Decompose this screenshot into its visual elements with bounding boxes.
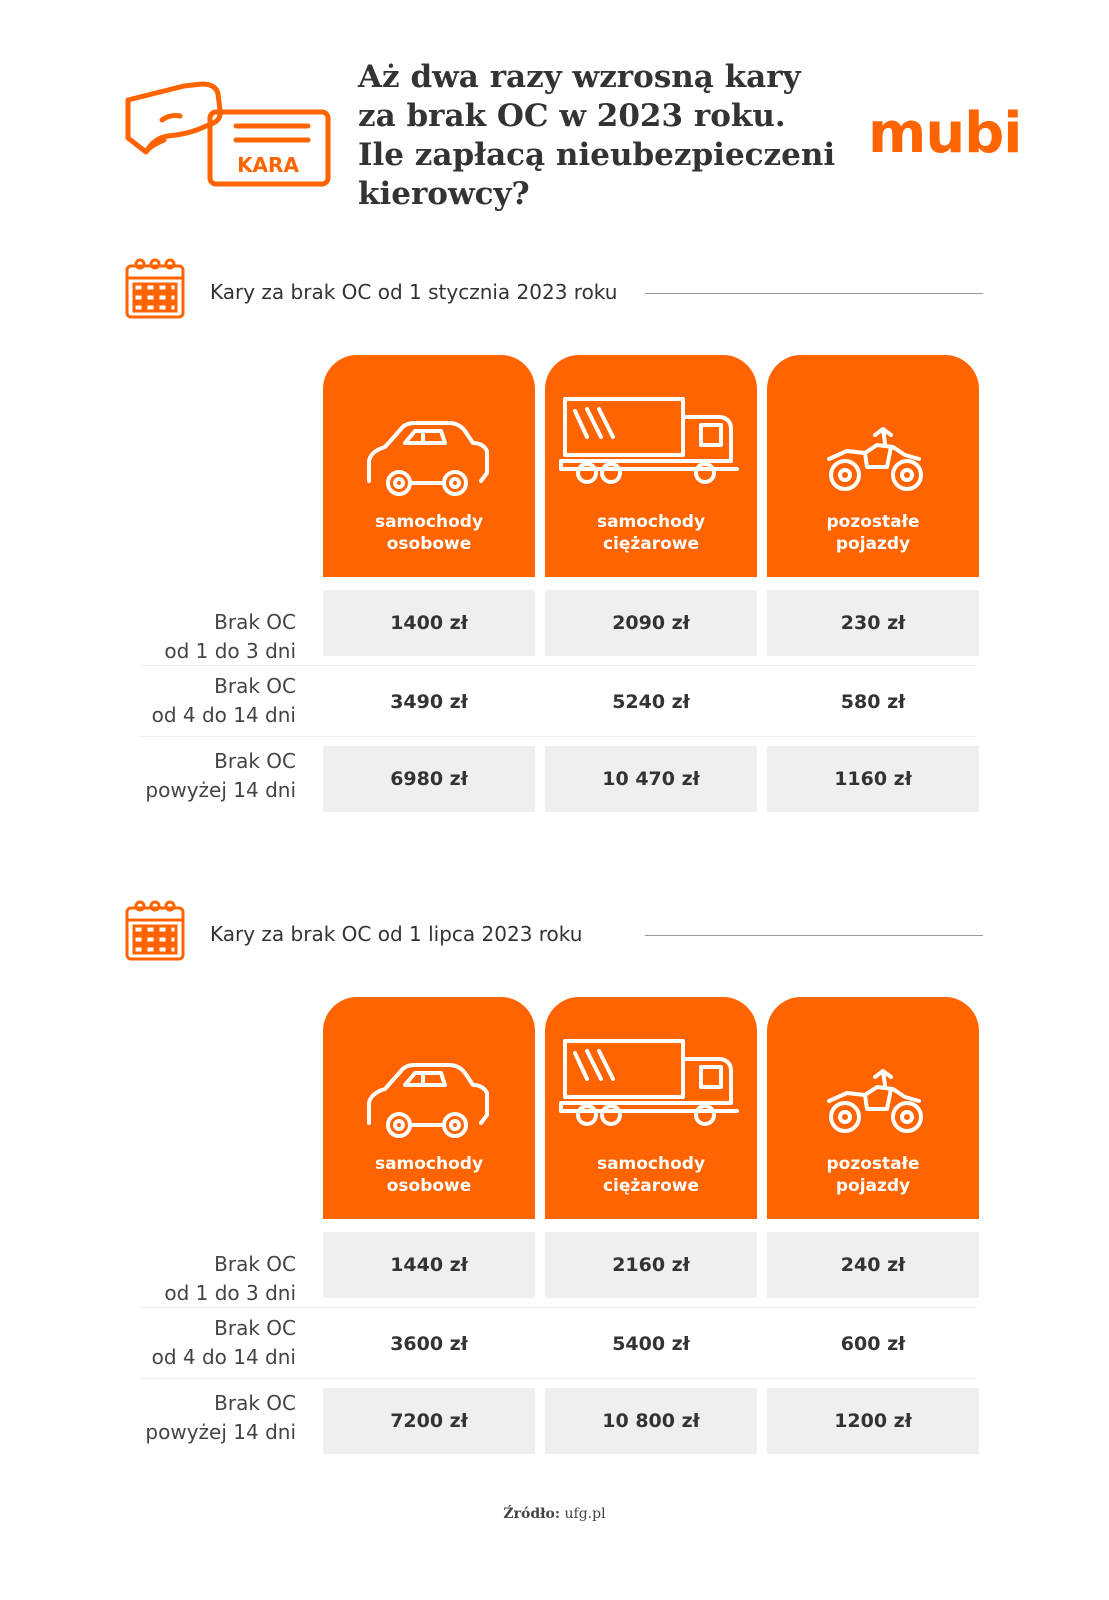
tile-label-line2: pojazdy (835, 534, 911, 554)
table-cell: 5240 zł (612, 691, 690, 713)
row-label: Brak OC od 1 do 3 dni (164, 610, 296, 663)
tile-label-line2: osobowe (386, 1176, 472, 1196)
vehicle-tile-car (323, 997, 535, 1219)
table-cell: 3490 zł (390, 691, 468, 713)
section-title: Kary za brak OC od 1 stycznia 2023 roku (210, 280, 618, 304)
calendar-icon (124, 898, 186, 962)
calendar-icon (124, 256, 186, 320)
tile-label-line2: pojazdy (835, 1176, 911, 1196)
row-divider (140, 736, 976, 737)
table-cell: 5400 zł (612, 1333, 690, 1355)
table-cell: 240 zł (767, 1232, 979, 1298)
car-icon (323, 389, 535, 499)
table-cell: 1440 zł (323, 1232, 535, 1298)
tile-label-line1: samochody (596, 512, 706, 532)
row-label: Brak OC powyżej 14 dni (145, 1391, 296, 1444)
row-divider (140, 1378, 976, 1379)
quad-bike-icon (767, 389, 979, 499)
row-label: Brak OC powyżej 14 dni (145, 749, 296, 802)
table-cell: 2160 zł (545, 1232, 757, 1298)
table-cell: 1160 zł (767, 746, 979, 812)
source-label: Źródło: (503, 1506, 561, 1522)
table-cell: 7200 zł (323, 1388, 535, 1454)
table-cell: 580 zł (840, 691, 906, 713)
page-title: Aż dwa razy wzrosną kary za brak OC w 2023 roku. Ile zapłacą nieubezpieczeni kierowcy? (358, 59, 836, 212)
row-label: Brak OC od 4 do 14 dni (151, 1316, 296, 1369)
truck-icon (545, 1031, 757, 1141)
card-label: KARA (237, 153, 299, 177)
vehicle-tile-car (323, 355, 535, 577)
tile-label-line2: osobowe (386, 534, 472, 554)
row-label: Brak OC od 4 do 14 dni (151, 674, 296, 727)
table-cell: 230 zł (767, 590, 979, 656)
table-cell: 2090 zł (545, 590, 757, 656)
brand-logo: mubi (868, 101, 1022, 166)
tile-label-line1: samochody (374, 512, 484, 532)
tile-label-line1: pozostałe (826, 1154, 920, 1174)
tile-label-line1: pozostałe (826, 512, 920, 532)
row-label: Brak OC od 1 do 3 dni (164, 1252, 296, 1305)
table-cell: 1400 zł (323, 590, 535, 656)
table-cell: 10 800 zł (545, 1388, 757, 1454)
table-cell: 3600 zł (390, 1333, 468, 1355)
vehicle-tile-truck (545, 355, 757, 577)
table-cell: 10 470 zł (545, 746, 757, 812)
tile-label-line1: samochody (374, 1154, 484, 1174)
table-cell: 600 zł (840, 1333, 906, 1355)
penalty-card-icon (124, 80, 334, 192)
source-note (0, 1506, 1109, 1522)
source-value: ufg.pl (564, 1506, 606, 1522)
vehicle-tile-quad (767, 355, 979, 577)
row-divider (140, 665, 976, 666)
section-title: Kary za brak OC od 1 lipca 2023 roku (210, 922, 583, 946)
table-cell: 1200 zł (767, 1388, 979, 1454)
row-divider (140, 1307, 976, 1308)
truck-icon (545, 389, 757, 499)
quad-bike-icon (767, 1031, 979, 1141)
section-divider (645, 935, 983, 936)
vehicle-tile-truck (545, 997, 757, 1219)
car-icon (323, 1031, 535, 1141)
tile-label-line2: ciężarowe (602, 534, 700, 554)
section-divider (645, 293, 983, 294)
vehicle-tile-quad (767, 997, 979, 1219)
tile-label-line1: samochody (596, 1154, 706, 1174)
tile-label-line2: ciężarowe (602, 1176, 700, 1196)
table-cell: 6980 zł (323, 746, 535, 812)
